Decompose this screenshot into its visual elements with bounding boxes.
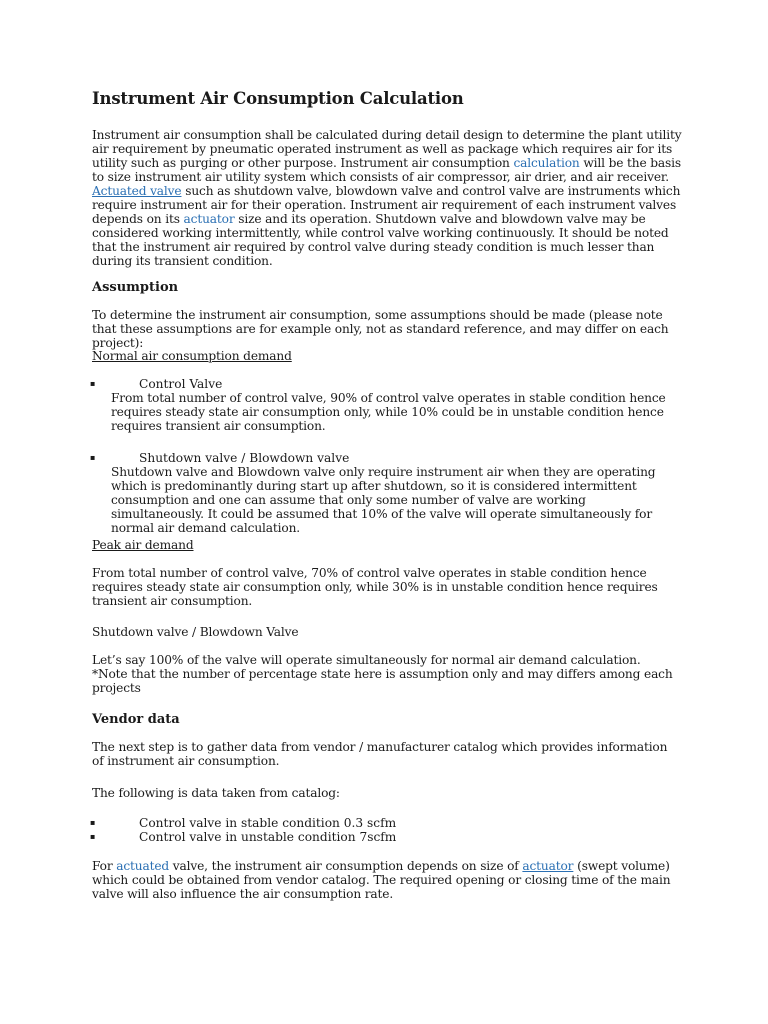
catalog-item-unstable: Control valve in unstable condition 7scfm — [139, 830, 397, 844]
bullet-icon: ▪ — [90, 453, 96, 462]
vendor-final-paragraph — [92, 859, 682, 901]
assumption-heading: Assumption — [92, 280, 179, 295]
bullet-icon: ▪ — [90, 832, 96, 841]
final-text-3: (swept volume) which could be obtained from vendor catalog. The required opening or closing time of the main valve will also influence the air consumption rate. — [92, 859, 671, 901]
vendor-data-heading: Vendor data — [92, 712, 180, 727]
sdv-text — [92, 653, 682, 695]
normal-demand-heading: Normal air consumption demand — [92, 349, 292, 363]
actuated-link[interactable]: actuated — [116, 859, 170, 873]
shutdown-valve-item-title: Shutdown valve / Blowdown valve — [139, 451, 350, 465]
sdv-heading: Shutdown valve / Blowdown Valve — [92, 625, 299, 639]
calculation-link[interactable]: calculation — [513, 156, 580, 170]
sdv-text-line: Let’s say 100% of the valve will operate simultaneously for normal air demand calculation. — [92, 653, 641, 667]
actuator-link[interactable]: actuator — [183, 212, 235, 226]
actuator-link-2[interactable]: actuator — [522, 859, 574, 873]
final-text-2: valve, the instrument air consumption depends on size of — [169, 859, 523, 873]
page-title: Instrument Air Consumption Calculation — [92, 89, 464, 108]
shutdown-valve-item-body: Shutdown valve and Blowdown valve only require instrument air when they are operating which is predominantly during start up after shutdown, so it is considered intermittent consumption and one can assume that only some number of valve are working simultaneously. It could be assumed that 10% of the valve will operate simultaneously for normal air demand calculation. — [111, 465, 656, 535]
control-valve-item-title: Control Valve — [139, 377, 223, 391]
intro-paragraph — [92, 128, 682, 268]
actuated-valve-link[interactable]: Actuated valve — [92, 184, 182, 198]
peak-demand-heading: Peak air demand — [92, 538, 194, 552]
bullet-icon: ▪ — [90, 818, 96, 827]
bullet-icon: ▪ — [90, 379, 96, 388]
catalog-item-stable: Control valve in stable condition 0.3 scfm — [139, 816, 397, 830]
peak-demand-text: From total number of control valve, 70% of control valve operates in stable condition hence requires steady state air consumption only, while 30% is in unstable condition hence requires transient air consumption. — [92, 566, 658, 608]
vendor-text-1: The next step is to gather data from vendor / manufacturer catalog which provides information of instrument air consumption. — [92, 740, 668, 768]
intro-text-2: will be the basis to size instrument air utility system which consists of air compressor, air drier, and air receiver. — [92, 156, 681, 184]
assumption-intro: To determine the instrument air consumption, some assumptions should be made (please note that these assumptions are for example only, not as standard reference, and may differ on each project): — [92, 308, 669, 350]
note-text: *Note that the number of percentage state here is assumption only and may differs among each projects — [92, 667, 673, 695]
vendor-text-2: The following is data taken from catalog: — [92, 786, 340, 800]
final-text-1: For — [92, 859, 117, 873]
intro-text-3: such as shutdown valve, blowdown valve and control valve are instruments which require instrument air for their operation. Instrument air requirement of each instrument valves depends on its — [92, 184, 681, 226]
control-valve-item-body: From total number of control valve, 90% of control valve operates in stable condition hence requires steady state air consumption only, while 10% could be in unstable condition hence requires transient air consumption. — [111, 391, 666, 433]
intro-text-1: Instrument air consumption shall be calculated during detail design to determine the plant utility air requirement by pneumatic operated instrument as well as package which requires air for its utility such as purging or other purpose. Instrument air consumption — [92, 128, 682, 170]
intro-text-4: size and its operation. Shutdown valve and blowdown valve may be considered working intermittently, while control valve working continuously. It should be noted that the instrument air required by control valve during steady condition is much lesser than during its transient condition. — [92, 212, 669, 268]
